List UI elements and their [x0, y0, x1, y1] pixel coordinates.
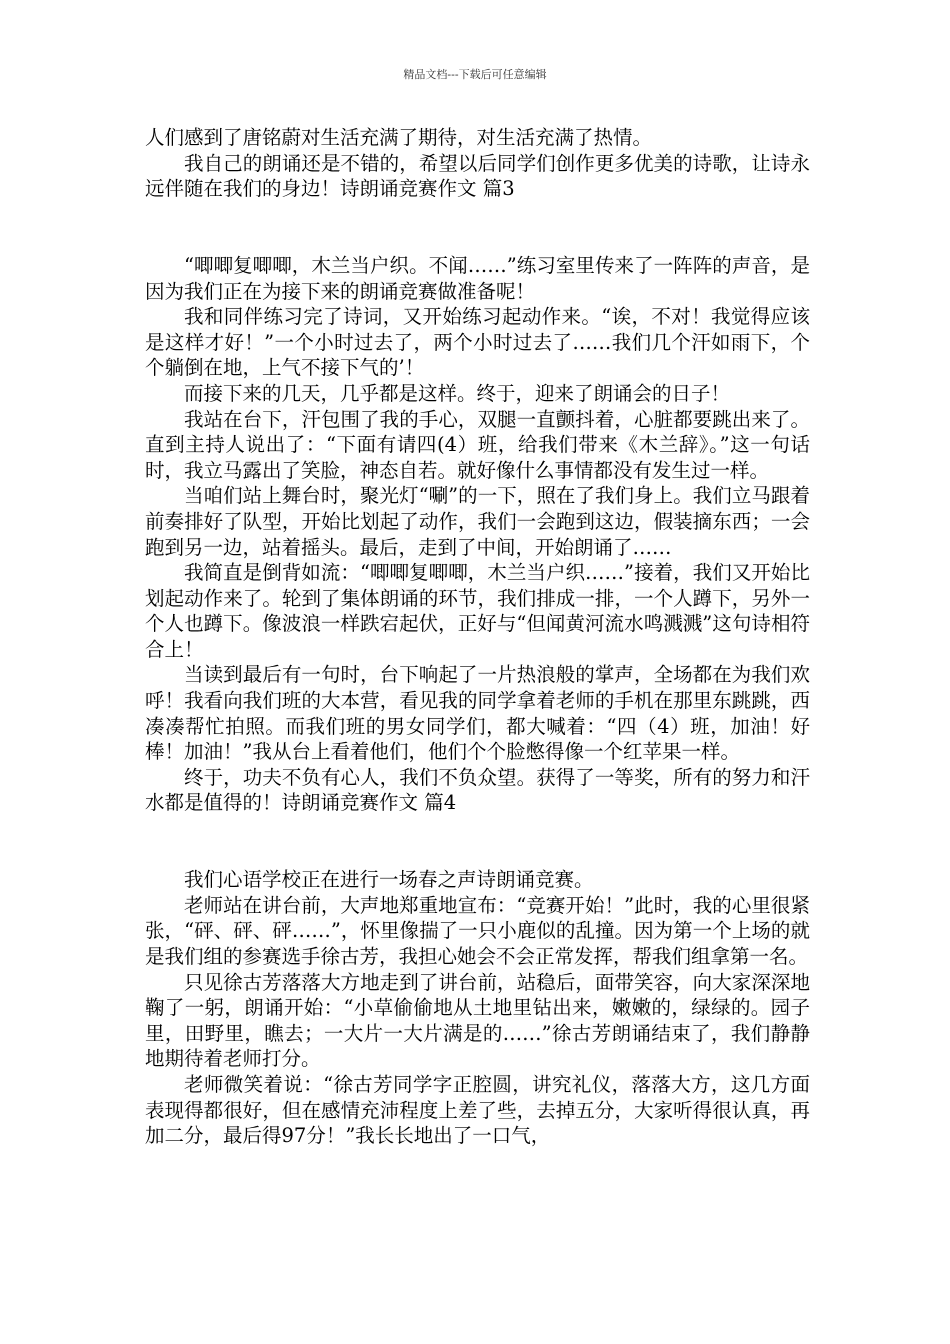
paragraph: 老师站在讲台前，大声地郑重地宣布：“竞赛开始！”此时，我的心里很紧张，“砰、砰、砰……”，怀里像揣了一只小鹿似的乱撞。因为第一个上场的就是我们组的参赛选手徐古芳，我担心她会不会正常发挥，帮我们组拿第一名。 [145, 893, 810, 968]
paragraph: 当读到最后有一句时，台下响起了一片热浪般的掌声，全场都在为我们欢呼！我看向我们班的大本营，看见我的同学拿着老师的手机在那里东跳跳，西凑凑帮忙拍照。而我们班的男女同学们，都大喊着：“四（4）班，加油！好棒！加油！”我从台上看着他们，他们个个脸憋得像一个红苹果一样。 [145, 663, 810, 764]
paragraph: 人们感到了唐铭蔚对生活充满了期待，对生活充满了热情。 [145, 126, 653, 149]
paragraph: 老师微笑着说：“徐古芳同学字正腔圆，讲究礼仪，落落大方，这几方面表现得都很好，但在感情充沛程度上差了些，去掉五分，大家听得很认真，再加二分，最后得97分！”我长长地出了一口气， [145, 1072, 810, 1148]
paragraph: 我简直是倒背如流：“唧唧复唧唧，木兰当户织……”接着，我们又开始比划起动作来了。轮到了集体朗诵的环节，我们排成一排，一个人蹲下，另外一个人也蹲下。像波浪一样跌宕起伏，正好与“但闻黄河流水鸣溅溅”这句诗相符合上！ [145, 561, 810, 661]
paragraph: 我和同伴练习完了诗词，又开始练习起动作来。“诶，不对！我觉得应该是这样才好！”一个小时过去了，两个小时过去了……我们几个汗如雨下，个个躺倒在地，上气不接下气的’！ [145, 305, 810, 380]
blank-space [145, 816, 810, 867]
paragraph: 终于，功夫不负有心人，我们不负众望。获得了一等奖，所有的努力和汗水都是值得的！诗朗诵竞赛作文 篇4 [145, 765, 810, 815]
page-header: 精品文档---下载后可任意编辑 [403, 68, 547, 81]
blank-space [145, 202, 810, 253]
paragraph: 当咱们站上舞台时，聚光灯“唰”的一下，照在了我们身上。我们立马跟着前奏排好了队型，开始比划起了动作，我们一会跑到这边，假装摘东西；一会跑到另一边，站着摇头。最后，走到了中间，开始朗诵了…… [145, 484, 810, 559]
paragraph: “唧唧复唧唧，木兰当户织。不闻……”练习室里传来了一阵阵的声音，是因为我们正在为接下来的朗诵竞赛做准备呢！ [145, 253, 810, 303]
paragraph: 只见徐古芳落落大方地走到了讲台前，站稳后，面带笑容，向大家深深地鞠了一躬，朗诵开始：“小草偷偷地从土地里钻出来，嫩嫩的，绿绿的。园子里，田野里，瞧去；一大片一大片满是的……”徐古芳朗诵结束了，我们静静地期待着老师打分。 [145, 970, 810, 1071]
paragraph: 我们心语学校正在进行一场春之声诗朗诵竞赛。 [184, 868, 594, 892]
document-body [145, 125, 810, 1149]
paragraph: 我站在台下，汗包围了我的手心，双腿一直颤抖着，心脏都要跳出来了。直到主持人说出了：“下面有请四(4）班，给我们带来《木兰辞》。”这一句话时，我立马露出了笑脸，神态自若。就好像什么事情都没有发生过一样。 [145, 407, 810, 482]
paragraph: 而接下来的几天，几乎都是这样。终于，迎来了朗诵会的日子！ [184, 381, 731, 405]
paragraph: 我自己的朗诵还是不错的，希望以后同学们创作更多优美的诗歌，让诗永远伴随在我们的身边！诗朗诵竞赛作文 篇3 [145, 151, 810, 201]
